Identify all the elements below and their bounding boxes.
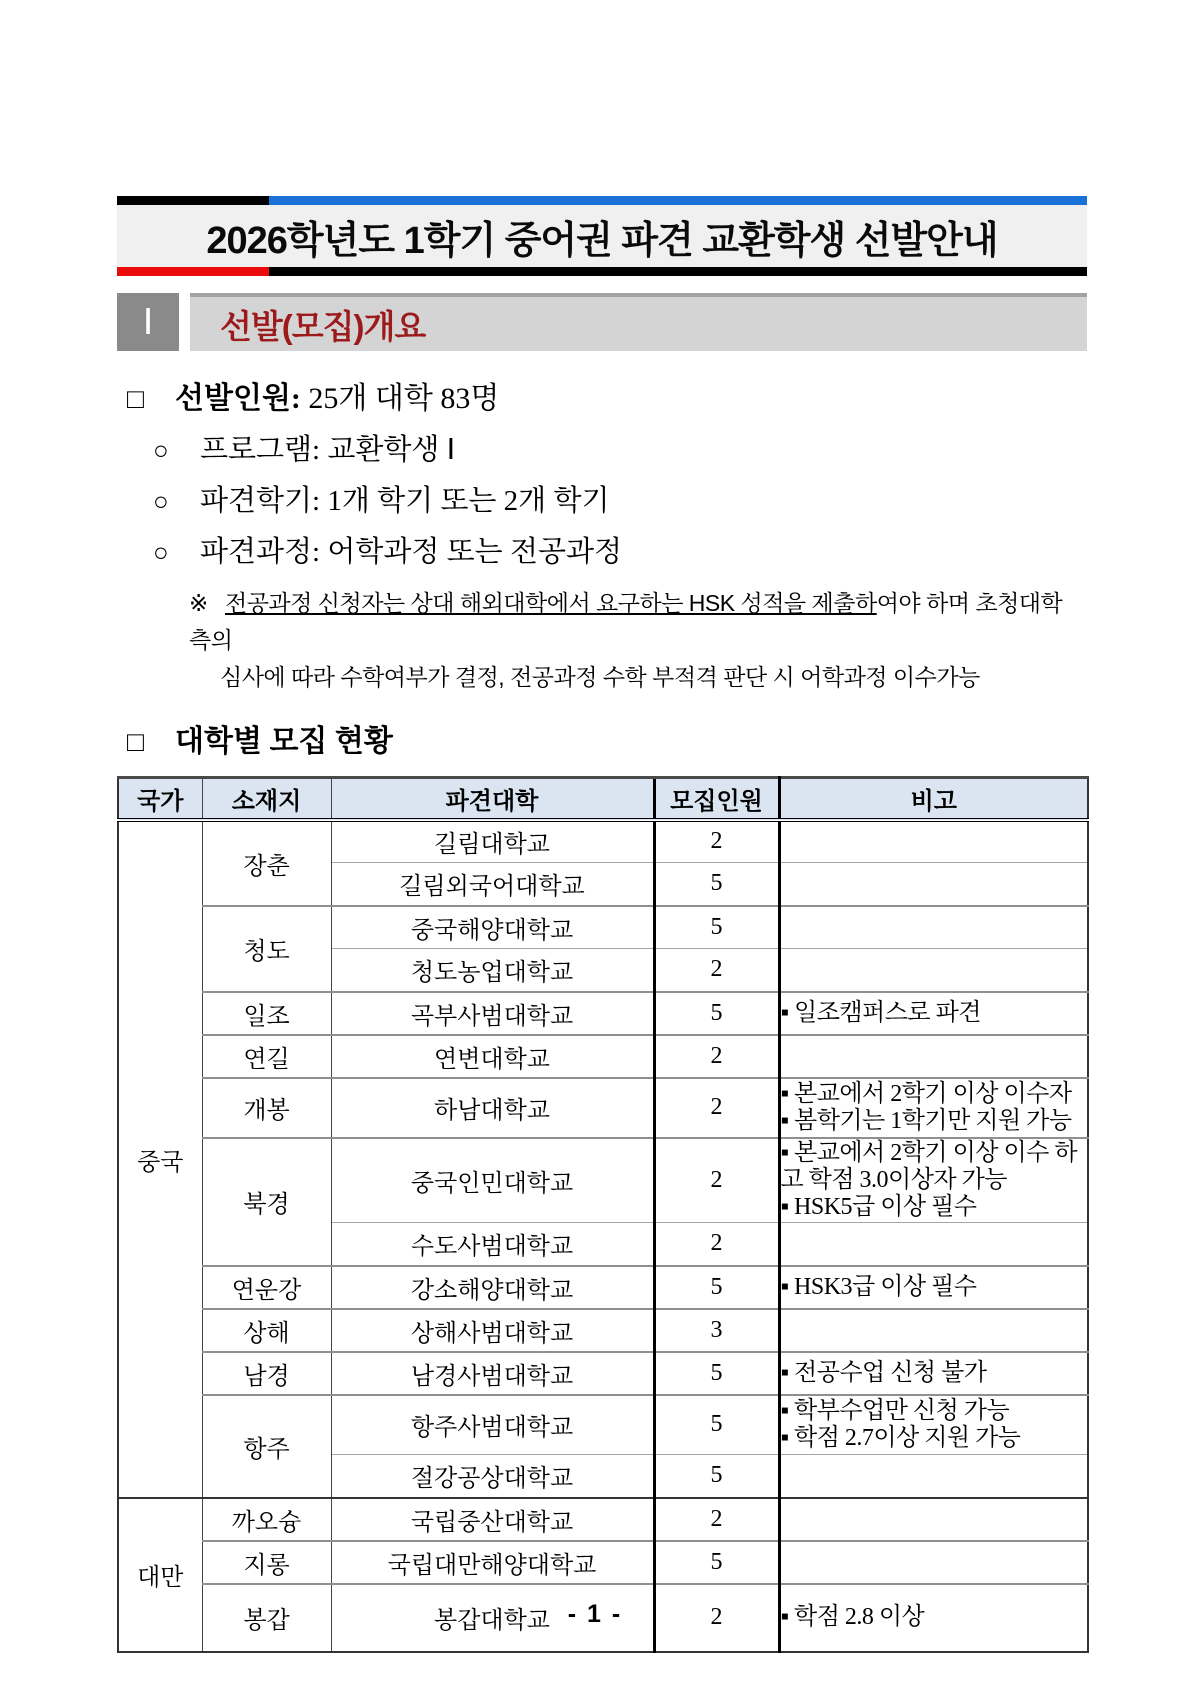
note-cell [779,1266,1088,1309]
university-cell: 남경사범대학교 [331,1352,654,1395]
city-cell: 일조 [202,992,331,1035]
note-line: ▪ 봄학기는 1학기만 지원 가능 [780,1107,1072,1134]
table-row [118,1498,1088,1541]
city-cell: 남경 [202,1352,331,1395]
note-cell [779,1035,1088,1078]
hsk-note-line1 [117,585,1087,659]
list-item-program [117,430,1087,471]
section-header [117,293,1087,351]
university-cell: 강소해양대학교 [331,1266,654,1309]
note-line: ▪ 본교에서 2학기 이상 이수자 [780,1080,1072,1107]
university-cell: 곡부사범대학교 [331,992,654,1035]
semester-text: 파견학기: 1개 학기 또는 2개 학기 [200,485,610,517]
section-number-box: Ⅰ [117,293,179,351]
note-cell [779,1541,1088,1584]
list-item-course [117,532,1087,573]
note-line: ▪ 학부수업만 신청 가능 [780,1397,1010,1424]
university-cell: 국립중산대학교 [331,1498,654,1541]
count-cell: 2 [654,949,779,992]
university-cell: 청도농업대학교 [331,949,654,992]
count-cell: 5 [654,1541,779,1584]
table-row [118,1266,1088,1309]
university-cell: 연변대학교 [331,1035,654,1078]
table-section-heading [117,722,1087,763]
note-cell [779,1352,1088,1395]
city-cell: 개봉 [202,1078,331,1138]
city-cell: 장춘 [202,820,331,906]
note-cell [779,992,1088,1035]
section-title-bar [190,293,1087,351]
country-cell: 대만 [118,1498,202,1652]
hsk-note [117,585,1087,696]
circle-bullet-icon: ○ [153,538,169,567]
table-row [118,1309,1088,1352]
count-cell: 2 [654,1035,779,1078]
note-cell [779,1498,1088,1541]
count-cell: 5 [654,1352,779,1395]
count-cell: 2 [654,1223,779,1266]
note-cell [779,1395,1088,1455]
table-row [118,1541,1088,1584]
course-text: 파견과정: 어학과정 또는 전공과정 [200,536,623,568]
city-cell: 연운강 [202,1266,331,1309]
selection-count-value: 25개 대학 83명 [308,382,500,415]
document-title: 2026학년도 1학기 중어권 파견 교환학생 선발안내 [206,219,998,262]
recruitment-table [117,776,1089,1653]
header-university: 파견대학 [331,778,654,820]
university-cell: 하남대학교 [331,1078,654,1138]
note-line: ▪ HSK5급 이상 필수 [780,1193,977,1220]
country-cell: 중국 [118,820,202,1498]
title-rule-top [117,196,1087,205]
circle-bullet-icon: ○ [153,436,169,465]
note-line: ▪ 본교에서 2학기 이상 이수 하고 학점 3.0이상자 가능 [780,1139,1078,1193]
list-item-semester [117,481,1087,522]
note-cell [779,1223,1088,1266]
city-cell: 항주 [202,1395,331,1498]
table-row [118,1352,1088,1395]
page-number: - 1 - [567,1600,623,1628]
title-rule-bottom [117,267,1087,276]
overview-list [117,379,1087,763]
note-line: ▪ 학점 2.8 이상 [780,1604,925,1630]
document-page [117,196,1087,1653]
city-cell: 북경 [202,1138,331,1266]
table-row [118,906,1088,949]
count-cell: 2 [654,1078,779,1138]
note-cell [779,1078,1088,1138]
city-cell: 봉갑 [202,1584,331,1652]
university-cell: 길림외국어대학교 [331,863,654,906]
count-cell: 5 [654,1266,779,1309]
city-cell: 연길 [202,1035,331,1078]
table-row [118,820,1088,863]
program-text: 프로그램: 교환학생 Ⅰ [200,434,456,466]
table-row [118,1035,1088,1078]
note-cell [779,1138,1088,1223]
section-title: 선발(모집)개요 [220,307,426,345]
city-cell: 상해 [202,1309,331,1352]
note-cell [779,820,1088,863]
count-cell: 5 [654,1455,779,1498]
note-line: ▪ 전공수업 신청 불가 [780,1359,987,1386]
circle-bullet-icon: ○ [153,487,169,516]
table-row [118,1395,1088,1455]
note-cell [779,949,1088,992]
university-cell: 길림대학교 [331,820,654,863]
note-line: ▪ 일조캠퍼스로 파견 [780,999,981,1026]
university-cell: 중국해양대학교 [331,906,654,949]
hsk-note-line2: 심사에 따라 수학여부가 결정, 전공과정 수학 부적격 판단 시 어학과정 이수가능 [220,664,980,690]
selection-count-label: 선발인원: [175,382,301,415]
title-banner [117,196,1087,276]
table-row [118,1078,1088,1138]
header-city: 소재지 [202,778,331,820]
note-line: ▪ HSK3급 이상 필수 [780,1273,977,1300]
table-row [118,1138,1088,1223]
university-cell: 수도사범대학교 [331,1223,654,1266]
header-note: 비고 [779,778,1088,820]
square-bullet-icon: □ [127,384,144,415]
university-cell: 중국인민대학교 [331,1138,654,1223]
university-cell: 절강공상대학교 [331,1455,654,1498]
count-cell: 5 [654,1395,779,1455]
note-line: ▪ 학점 2.7이상 지원 가능 [780,1424,1021,1451]
university-cell: 항주사범대학교 [331,1395,654,1455]
count-cell: 5 [654,906,779,949]
list-item-selection-count [117,379,1087,420]
note-cell [779,863,1088,906]
note-cell [779,1455,1088,1498]
city-cell: 지롱 [202,1541,331,1584]
count-cell: 5 [654,992,779,1035]
note-cell [779,906,1088,949]
section-gap [179,293,190,351]
count-cell: 2 [654,820,779,863]
city-cell: 청도 [202,906,331,992]
hsk-note-underlined: 전공과정 신청자는 상대 해외대학에서 요구하는 HSK 성적을 제출하 [225,590,877,616]
university-cell: 봉갑대학교 [331,1584,654,1652]
header-count: 모집인원 [654,778,779,820]
table-header-row [118,778,1088,820]
table-row [118,992,1088,1035]
count-cell: 2 [654,1584,779,1652]
header-country: 국가 [118,778,202,820]
count-cell: 2 [654,1138,779,1223]
count-cell: 2 [654,1498,779,1541]
count-cell: 5 [654,863,779,906]
reference-mark-icon: ※ [189,591,208,616]
table-section-heading-text: 대학별 모집 현황 [175,725,393,758]
city-cell: 까오슝 [202,1498,331,1541]
note-cell [779,1309,1088,1352]
title-box [117,205,1087,267]
university-cell: 상해사범대학교 [331,1309,654,1352]
university-cell: 국립대만해양대학교 [331,1541,654,1584]
hsk-note-rest: 여야 하며 초청대학 측의 [189,590,1063,653]
square-bullet-icon: □ [127,727,144,758]
count-cell: 3 [654,1309,779,1352]
